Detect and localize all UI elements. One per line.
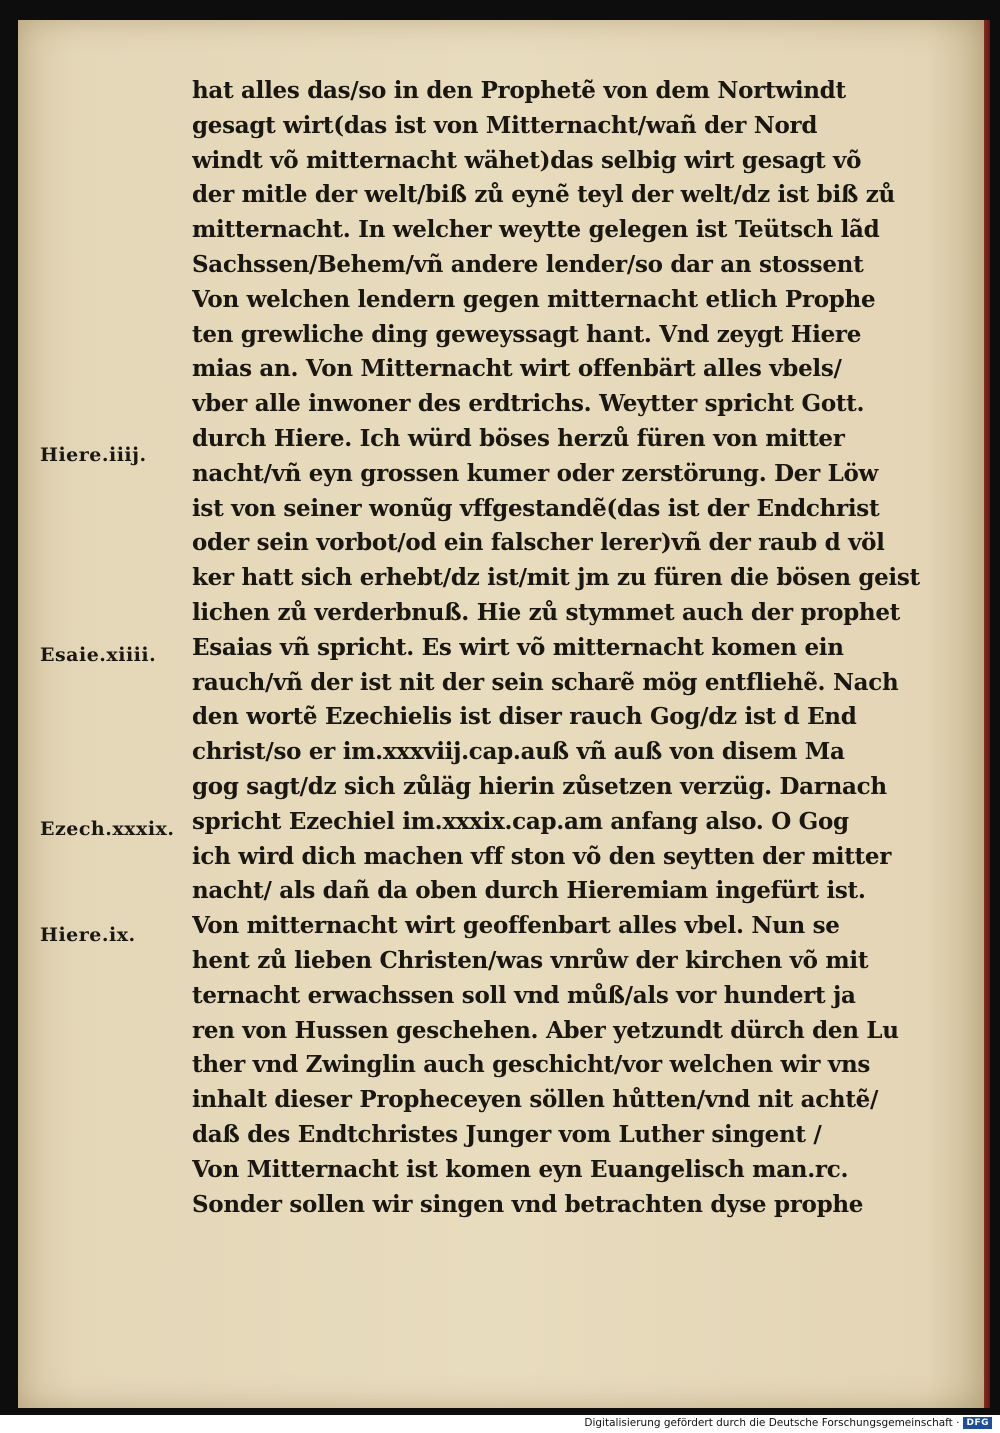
text-line: hat alles das/so in den Prophetẽ von dem Nortwindt (192, 77, 846, 104)
text-line: Sonder sollen wir singen vnd betrachten dyse prophe (192, 1190, 864, 1218)
text-line: nacht/ als dañ da oben durch Hieremiam ingefürt ist. (192, 877, 866, 905)
text-line: ren von Hussen geschehen. Aber yetzundt dürch den Lu (192, 1016, 899, 1044)
text-line: durch Hiere. Ich würd böses herzů füren von mitter (192, 424, 845, 452)
margin-note-1: Hiere.iiij. (40, 444, 147, 466)
text-line: Sachssen/Behem/vñ andere lender/so dar an stossent (192, 250, 864, 278)
text-line: spricht Ezechiel im.xxxix.cap.am anfang also. O Gog (192, 807, 849, 835)
margin-note-3: Ezech.xxxix. (40, 818, 175, 840)
text-line: Esaias vñ spricht. Es wirt võ mitternacht komen ein (192, 633, 844, 661)
main-text-block (192, 74, 942, 1222)
text-line: der mitle der welt/biß zů eynẽ teyl der welt/dz ist biß zů (192, 181, 895, 209)
text-line: nacht/vñ eyn grossen kumer oder zerstörung. Der Löw (192, 459, 879, 487)
text-line: hent zů lieben Christen/was vnrůw der kirchen võ mit (192, 946, 869, 974)
text-line: windt võ mitternacht wähet)das selbig wirt gesagt võ (192, 146, 862, 174)
digitization-footer (584, 1415, 992, 1431)
text-line: ist von seiner wonũg vffgestandẽ(das ist der Endchrist (192, 494, 880, 522)
dfg-logo: DFG (963, 1417, 992, 1429)
text-line: daß des Endtchristes Junger vom Luther singent / (192, 1120, 822, 1148)
text-line: Von mitternacht wirt geoffenbart alles vbel. Nun se (192, 912, 840, 940)
text-line: rauch/vñ der ist nit der sein scharẽ mög entfliehẽ. Nach (192, 668, 899, 696)
margin-note-2: Esaie.xiiii. (40, 644, 157, 666)
text-line: mias an. Von Mitternacht wirt offenbärt alles vbels/ (192, 355, 842, 383)
text-line: oder sein vorbot/od ein falscher lerer)vñ der raub d völ (192, 529, 885, 557)
text-line: Von Mitternacht ist komen eyn Euangelisch man.rc. (192, 1155, 849, 1183)
text-line: gog sagt/dz sich zůläg hierin zůsetzen verzüg. Darnach (192, 772, 887, 800)
text-line: gesagt wirt(das ist von Mitternacht/wañ der Nord (192, 111, 818, 139)
footer-text: Digitalisierung gefördert durch die Deutsche Forschungsgemeinschaft · (584, 1417, 960, 1429)
text-line: ker hatt sich erhebt/dz ist/mit jm zu füren die bösen geist (192, 564, 920, 592)
text-line: lichen zů verderbnuß. Hie zů stymmet auch der prophet (192, 598, 900, 626)
text-line: mitternacht. In welcher weytte gelegen ist Teütsch lãd (192, 216, 880, 244)
text-line: ich wird dich machen vff ston võ den seytten der mitter (192, 842, 892, 870)
text-line: ternacht erwachssen soll vnd můß/als vor hundert ja (192, 981, 856, 1009)
text-line: inhalt dieser Propheceyen söllen hůtten/vnd nit achtẽ/ (192, 1086, 879, 1114)
text-line: den wortẽ Ezechielis ist diser rauch Gog/dz ist d End (192, 703, 857, 731)
text-line: Von welchen lendern gegen mitternacht etlich Prophe (192, 285, 876, 313)
text-line: christ/so er im.xxxviij.cap.auß vñ auß von disem Ma (192, 738, 845, 766)
text-line: ten grewliche ding geweyssagt hant. Vnd zeygt Hiere (192, 320, 862, 348)
text-line: vber alle inwoner des erdtrichs. Weytter spricht Gott. (192, 390, 865, 418)
margin-note-4: Hiere.ix. (40, 924, 136, 946)
text-line: ther vnd Zwinglin auch geschicht/vor welchen wir vns (192, 1051, 871, 1079)
page-edge (984, 20, 990, 1408)
